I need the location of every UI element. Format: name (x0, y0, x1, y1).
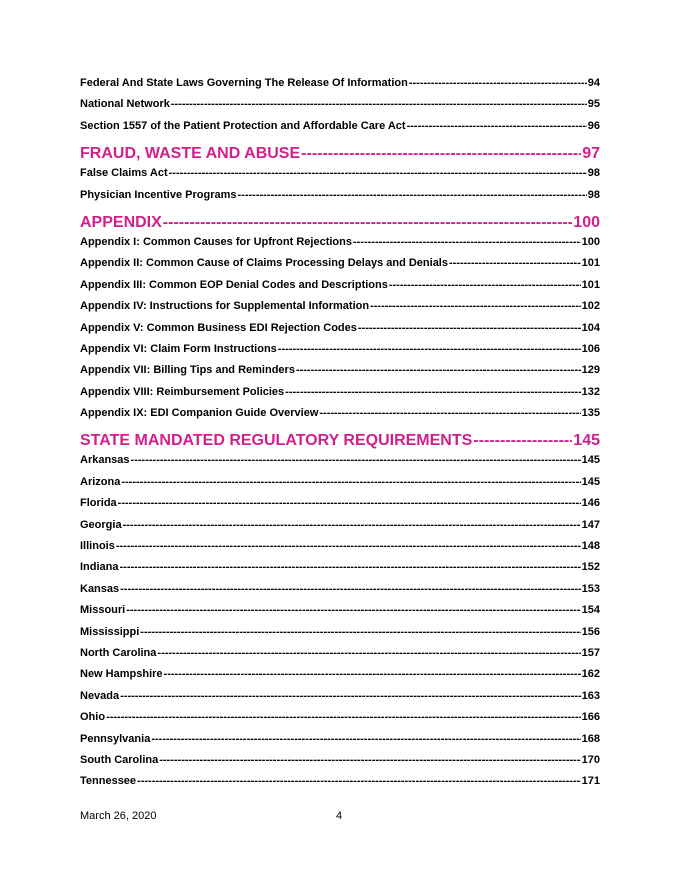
dot-leader (319, 407, 580, 419)
toc-entry-title: National Network (80, 98, 170, 111)
toc-entry[interactable] (80, 754, 600, 775)
toc-entry-page: 153 (581, 582, 600, 595)
toc-entry-page: 101 (581, 278, 600, 291)
toc-entry[interactable] (80, 167, 600, 188)
toc-entry-page: 135 (581, 407, 600, 420)
toc-entry-page: 168 (581, 732, 600, 745)
toc-entry-page: 101 (581, 257, 600, 270)
toc-entry-title: South Carolina (80, 753, 159, 766)
toc-entry-title: Appendix I: Common Causes for Upfront Rejections (80, 235, 352, 248)
dot-leader (238, 189, 587, 201)
toc-entry[interactable] (80, 626, 600, 647)
toc-entry-page: 100 (573, 213, 600, 231)
toc-entry-title: Appendix II: Common Cause of Claims Processing Delays and Denials (80, 257, 448, 270)
dot-leader (118, 497, 581, 509)
toc-entry[interactable] (80, 386, 600, 407)
toc-entry-title: APPENDIX (80, 213, 162, 231)
toc-entry-page: 102 (581, 300, 600, 313)
toc-entry[interactable] (80, 236, 600, 257)
toc-entry[interactable] (80, 476, 600, 497)
toc-entry[interactable] (80, 690, 600, 711)
toc-entry-title: Appendix VI: Claim Form Instructions (80, 342, 277, 355)
toc-entry-title: Appendix III: Common EOP Denial Codes and Descriptions (80, 278, 388, 291)
dot-leader (120, 690, 581, 702)
toc-entry-title: Physician Incentive Programs (80, 188, 237, 201)
toc-entry[interactable] (80, 540, 600, 561)
toc-section-heading[interactable] (80, 141, 600, 167)
dot-leader (106, 711, 581, 723)
dot-leader (171, 98, 587, 110)
toc-entry-title: Pennsylvania (80, 732, 151, 745)
table-of-contents (80, 77, 600, 797)
dot-leader (123, 519, 581, 531)
dot-leader (169, 167, 587, 179)
toc-entry-page: 98 (587, 167, 600, 180)
toc-entry-page: 163 (581, 689, 600, 702)
dot-leader (151, 733, 580, 745)
toc-entry[interactable] (80, 604, 600, 625)
toc-entry-page: 162 (581, 668, 600, 681)
dot-leader (353, 236, 581, 248)
toc-entry[interactable] (80, 300, 600, 321)
dot-leader (159, 754, 580, 766)
toc-entry-title: STATE MANDATED REGULATORY REQUIREMENTS (80, 432, 473, 450)
toc-entry[interactable] (80, 343, 600, 364)
toc-entry-page: 100 (581, 235, 600, 248)
toc-entry-title: North Carolina (80, 646, 157, 659)
toc-entry-page: 106 (581, 342, 600, 355)
toc-entry[interactable] (80, 98, 600, 119)
toc-entry[interactable] (80, 364, 600, 385)
toc-entry-title: Section 1557 of the Patient Protection and Affordable Care Act (80, 119, 406, 132)
toc-entry[interactable] (80, 519, 600, 540)
dot-leader (131, 454, 581, 466)
toc-entry-title: Mississippi (80, 625, 140, 638)
toc-entry-page: 166 (581, 711, 600, 724)
dot-leader (164, 668, 581, 680)
toc-entry-title: Nevada (80, 689, 120, 702)
dot-leader (120, 583, 581, 595)
toc-entry[interactable] (80, 454, 600, 475)
dot-leader (137, 775, 581, 787)
dot-leader (389, 279, 581, 291)
toc-entry-page: 145 (573, 432, 600, 450)
toc-entry-page: 171 (581, 775, 600, 788)
toc-entry-page: 170 (581, 753, 600, 766)
dot-leader (285, 386, 580, 398)
toc-entry-page: 146 (581, 497, 600, 510)
toc-entry-title: Tennessee (80, 775, 137, 788)
toc-entry[interactable] (80, 583, 600, 604)
toc-entry-page: 97 (582, 145, 600, 163)
toc-entry-title: FRAUD, WASTE AND ABUSE (80, 145, 301, 163)
toc-entry[interactable] (80, 279, 600, 300)
toc-entry-title: Georgia (80, 518, 122, 531)
dot-leader (140, 626, 580, 638)
dot-leader (301, 145, 581, 163)
dot-leader (473, 432, 572, 450)
toc-entry-title: New Hampshire (80, 668, 163, 681)
toc-entry-page: 98 (587, 188, 600, 201)
dot-leader (407, 120, 587, 132)
toc-entry-title: Appendix V: Common Business EDI Rejection Codes (80, 321, 357, 334)
toc-entry-title: Missouri (80, 604, 126, 617)
toc-entry-page: 148 (581, 540, 600, 553)
toc-entry-title: Ohio (80, 711, 106, 724)
toc-entry-page: 154 (581, 604, 600, 617)
dot-leader (120, 561, 581, 573)
toc-entry-page: 129 (581, 364, 600, 377)
toc-entry[interactable] (80, 120, 600, 141)
toc-entry[interactable] (80, 497, 600, 518)
dot-leader (278, 343, 581, 355)
toc-entry[interactable] (80, 561, 600, 582)
toc-entry-page: 145 (581, 475, 600, 488)
toc-entry-page: 157 (581, 646, 600, 659)
toc-entry[interactable] (80, 711, 600, 732)
footer-page-number: 4 (336, 810, 343, 822)
dot-leader (157, 647, 580, 659)
toc-entry[interactable] (80, 322, 600, 343)
toc-entry-title: Arkansas (80, 454, 130, 467)
toc-entry-title: False Claims Act (80, 167, 168, 180)
toc-entry[interactable] (80, 77, 600, 98)
toc-entry-title: Illinois (80, 540, 115, 553)
toc-entry-page: 104 (581, 321, 600, 334)
footer-date: March 26, 2020 (80, 810, 157, 822)
dot-leader (370, 300, 581, 312)
toc-entry-title: Arizona (80, 475, 121, 488)
toc-entry-page: 152 (581, 561, 600, 574)
toc-entry-title: Appendix IV: Instructions for Supplemental Information (80, 300, 370, 313)
toc-entry-title: Appendix VII: Billing Tips and Reminders (80, 364, 295, 377)
toc-entry-page: 94 (587, 77, 600, 89)
toc-entry[interactable] (80, 407, 600, 428)
dot-leader (126, 604, 580, 616)
dot-leader (121, 476, 580, 488)
dot-leader (449, 257, 581, 269)
toc-entry-page: 96 (587, 119, 600, 132)
toc-entry[interactable] (80, 257, 600, 278)
toc-entry[interactable] (80, 668, 600, 689)
dot-leader (409, 77, 587, 89)
dot-leader (358, 322, 581, 334)
toc-entry[interactable] (80, 775, 600, 796)
toc-entry[interactable] (80, 647, 600, 668)
toc-entry-page: 132 (581, 385, 600, 398)
toc-entry-page: 156 (581, 625, 600, 638)
toc-entry-title: Federal And State Laws Governing The Release Of Information (80, 77, 408, 89)
toc-entry[interactable] (80, 733, 600, 754)
toc-entry[interactable] (80, 189, 600, 210)
toc-entry-page: 95 (587, 98, 600, 111)
dot-leader (296, 364, 581, 376)
toc-entry-title: Indiana (80, 561, 119, 574)
toc-entry-title: Kansas (80, 582, 120, 595)
toc-entry-title: Florida (80, 497, 117, 510)
toc-entry-title: Appendix IX: EDI Companion Guide Overview (80, 407, 319, 420)
dot-leader (116, 540, 581, 552)
toc-entry-title: Appendix VIII: Reimbursement Policies (80, 385, 285, 398)
toc-entry-page: 145 (581, 454, 600, 467)
dot-leader (163, 214, 573, 232)
toc-section-heading[interactable] (80, 428, 600, 454)
toc-section-heading[interactable] (80, 210, 600, 236)
toc-entry-page: 147 (581, 518, 600, 531)
